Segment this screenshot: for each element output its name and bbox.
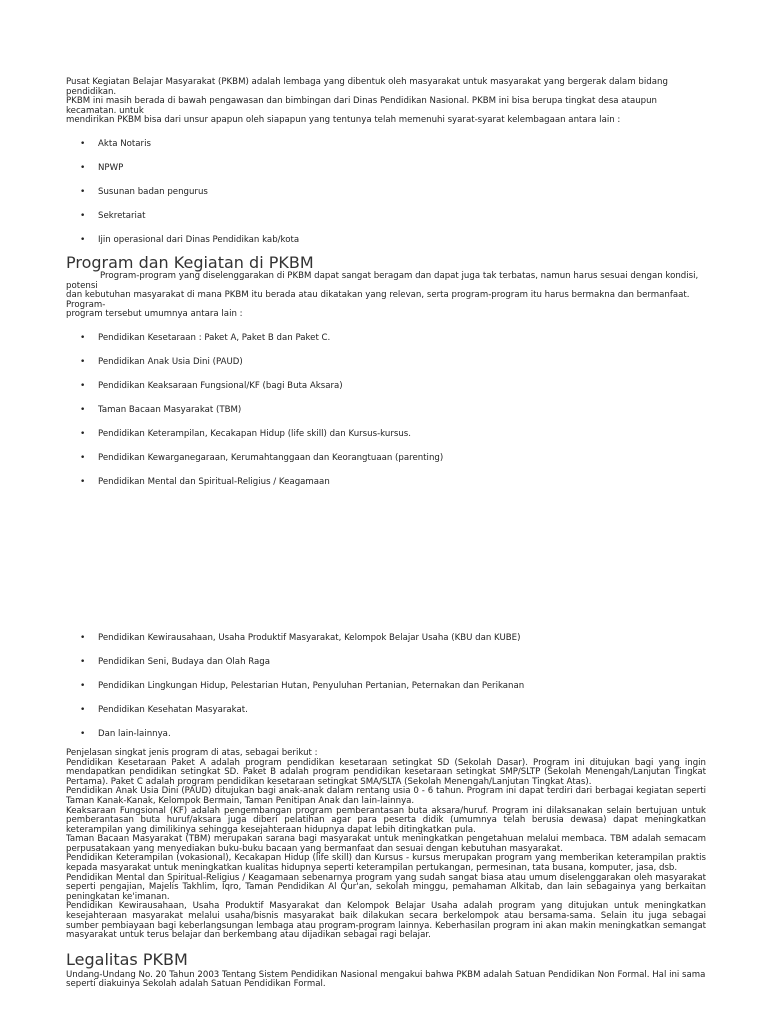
list-item: • Pendidikan Keterampilan, Kecakapan Hidup (life skill) dan Kursus-kursus.: [66, 429, 706, 439]
explanation-block: [66, 749, 706, 941]
list-item: • Pendidikan Kesehatan Masyarakat.: [66, 705, 706, 715]
list-item: • Pendidikan Keaksaraan Fungsional/KF (bagi Buta Aksara): [66, 381, 706, 391]
list-item: • Pendidikan Kesetaraan : Paket A, Paket B dan Paket C.: [66, 333, 706, 343]
explanation-paragraph: Pendidikan Kesetaraan Paket A adalah program pendidikan kesetaraan setingkat SD (Sekolah Dasar). Program ini ditujukan bagi yang ingin mendapatkan pendidikan setingkat SD. Paket B adalah program pendidikan kesetaraan setingkat SMP/SLTP (Sekolah Menengah/Lanjutan Tingkat Pertama). Paket C adalah program pendidikan kesetaraan setingkat SMA/SLTA (Sekolah Menengah/Lanjutan Tingkat Atas).: [66, 757, 706, 787]
program-list-b: [66, 633, 706, 739]
program-intro-line: program tersebut umumnya antara lain :: [66, 309, 243, 320]
list-item: • Pendidikan Mental dan Spiritual-Religius / Keagamaan: [66, 477, 706, 487]
intro-paragraph: [66, 78, 706, 126]
section-heading-program: Program dan Kegiatan di PKBM: [66, 252, 314, 272]
explanation-paragraph: Pendidikan Kewirausahaan, Usaha Produktif Masyarakat dan Kelompok Belajar Usaha adalah program yang ditujukan untuk meningkatkan kesejahteraan masyarakat melalui usaha/bisnis masyarakat baik dilakukan secara berkelompok atau bersama-sama. Selain itu juga sebagai sumber pembiayaan bagi keberlangsungan lembaga atau program-program lainnya. Keberhasilan program ini akan makin meningkatkan semangat masyarakat untuk terus belajar dan berkembang atau dijadikan sebagai ragi belajar.: [66, 901, 706, 941]
list-item: • Pendidikan Anak Usia Dini (PAUD): [66, 357, 706, 367]
list-item: • Pendidikan Kewarganegaraan, Kerumahtanggaan dan Keorangtuaan (parenting): [66, 453, 706, 463]
list-item: • Dan lain-lainnya.: [66, 729, 706, 739]
intro-line: Pusat Kegiatan Belajar Masyarakat (PKBM) adalah lembaga yang dibentuk oleh masyarakat untuk masyarakat yang bergerak dalam bidang pendidikan.: [66, 77, 668, 97]
explanation-paragraph: Pendidikan Keterampilan (vokasional), Kecakapan Hidup (life skill) dan Kursus - kursus merupakan program yang memberikan keterampilan praktis kepada masyarakat untuk meningkatkan kualitas hidupnya seperti keterampilan pertukangan, permesinan, tata busana, komputer, jasa, dsb.: [66, 853, 706, 874]
section-heading-legal: Legalitas PKBM: [66, 949, 188, 969]
list-item: • Ijin operasional dari Dinas Pendidikan kab/kota: [66, 235, 706, 245]
list-item: • Akta Notaris: [66, 139, 706, 149]
legal-paragraph: [66, 971, 706, 990]
explanation-paragraph: Taman Bacaan Masyarakat (TBM) merupakan sarana bagi masyarakat untuk meningkatkan pengetahuan melalui membaca. TBM adalah semacam perpusatakaan yang menyediakan buku-buku bacaan yang bermanfaat dan sesuai dengan kebutuhan masyarakat.: [66, 834, 706, 854]
intro-line: PKBM ini masih berada di bawah pengawasan dan bimbingan dari Dinas Pendidikan Nasional. PKBM ini bisa berupa tingkat desa ataupun kecamatan. untuk: [66, 96, 658, 116]
list-item: • Susunan badan pengurus: [66, 187, 706, 197]
program-intro-line: Program-program yang diselenggarakan di PKBM dapat sangat beragam dan dapat juga tak terbatas, namun harus sesuai dengan kondisi, potensi: [66, 270, 699, 291]
list-item: • NPWP: [66, 163, 706, 173]
program-list-a: [66, 333, 706, 487]
program-intro-line: dan kebutuhan masyarakat di mana PKBM itu berada atau dikatakan yang relevan, serta program-program itu harus bermakna dan bermanfaat. Program-: [66, 290, 690, 310]
list-item: • Pendidikan Lingkungan Hidup, Pelestarian Hutan, Penyuluhan Pertanian, Peternakan dan Perikanan: [66, 681, 706, 691]
intro-line: mendirikan PKBM bisa dari unsur apapun oleh siapapun yang tentunya telah memenuhi syarat-syarat kelembagaan antara lain :: [66, 115, 621, 126]
explanation-paragraph: Pendidikan Anak Usia Dini (PAUD) ditujukan bagi anak-anak dalam rentang usia 0 - 6 tahun. Program ini dapat terdiri dari berbagai kegiatan seperti Taman Kanak-Kanak, Kelompok Bermain, Taman Penitipan Anak dan lain-lainnya.: [66, 786, 706, 806]
explanation-paragraph: Keaksaraan Fungsional (KF) adalah pengembangan program pemberantasan buta aksara/huruf. Program ini dilaksanakan selain bertujuan untuk pemberantasan buta huruf/aksara juga diberi pelatihan agar para peserta didik (umumnya telah berusia dewasa) dapat meningkatkan keterampilan yang dimilikinya sehingga kesejahteraan hidupnya dapat lebih ditingkatkan pula.: [66, 805, 706, 835]
explanation-lead: Penjelasan singkat jenis program di atas, sebagai berikut :: [66, 747, 318, 758]
program-intro: [66, 272, 706, 320]
list-item: • Pendidikan Seni, Budaya dan Olah Raga: [66, 657, 706, 667]
list-item: • Pendidikan Kewirausahaan, Usaha Produktif Masyarakat, Kelompok Belajar Usaha (KBU dan KUBE): [66, 633, 706, 643]
legal-line: seperti diakuinya Sekolah adalah Satuan Pendidikan Formal.: [66, 979, 326, 990]
legal-line: Undang-Undang No. 20 Tahun 2003 Tentang Sistem Pendidikan Nasional mengakui bahwa PKBM adalah Satuan Pendidikan Non Formal. Hal ini sama: [66, 969, 706, 980]
list-item: • Sekretariat: [66, 211, 706, 221]
list-item: • Taman Bacaan Masyarakat (TBM): [66, 405, 706, 415]
explanation-paragraph: Pendidikan Mental dan Spiritual-Religius / Keagamaan sebenarnya program yang sudah sangat biasa atau umum diselenggarakan oleh masyarakat seperti pengajian, Majelis Takhlim, Iqro, Taman Pendidikan Al Qur'an, sekolah minggu, pemahaman Alkitab, dan lain sebagainya yang berkaitan peningkatan ke'imanan.: [66, 872, 706, 902]
document-page: [66, 78, 706, 990]
requirements-list: [66, 139, 706, 245]
